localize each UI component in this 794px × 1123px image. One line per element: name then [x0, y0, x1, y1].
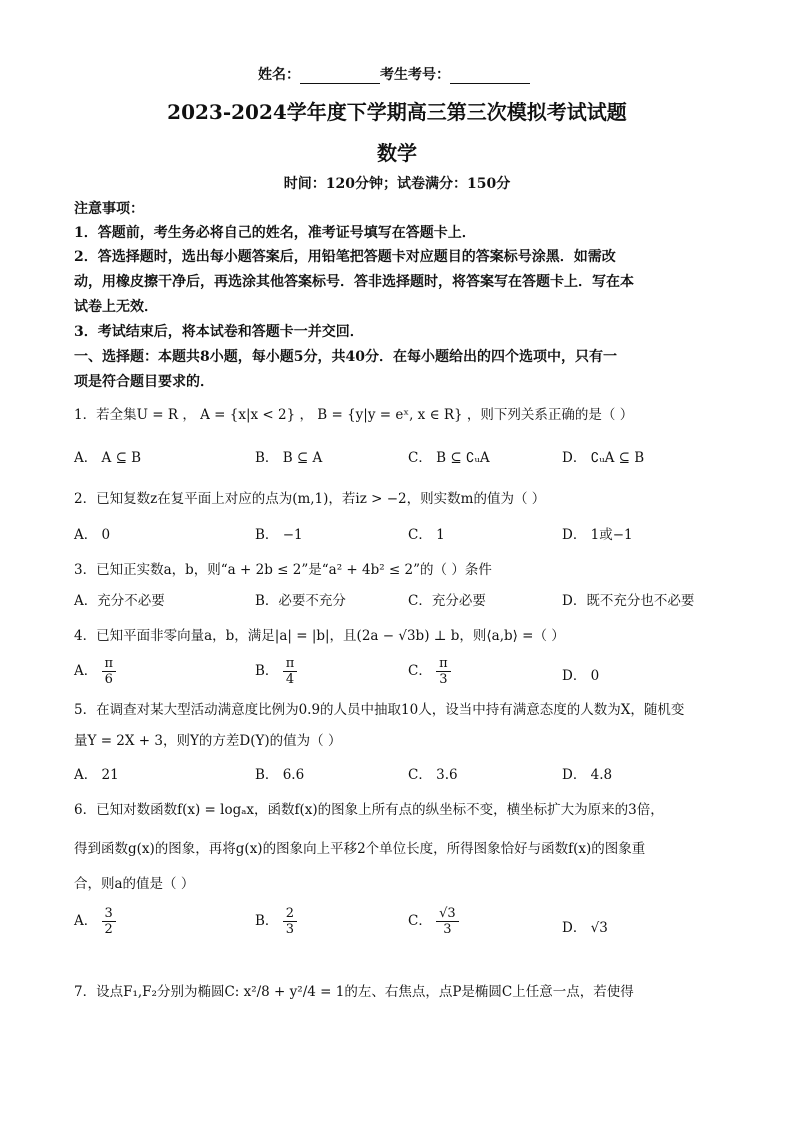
q2-option-c[interactable]: C． 1: [408, 527, 445, 543]
option-label: C．: [408, 913, 432, 929]
question-4-stem: 4．已知平面非零向量a，b，满足|a| = |b|，且(2a − √3b) ⊥ b，则⟨a,b⟩ =（ ）: [74, 628, 565, 644]
q4-option-b[interactable]: [255, 656, 297, 687]
exam-no-blank[interactable]: [450, 69, 530, 84]
q1-option-c[interactable]: C． B ⊆ ∁ᵤA: [408, 450, 490, 466]
q3-option-a[interactable]: A．充分不必要: [74, 593, 165, 609]
option-label: C．: [408, 663, 432, 679]
candidate-info-line: [258, 64, 530, 84]
numerator: π: [102, 656, 117, 672]
question-5-stem: 5．在调查对某大型活动满意度比例为0.9的人员中抽取10人，设当中持有满意态度的人数为X，随机变: [74, 702, 685, 718]
q4-option-a[interactable]: [74, 656, 116, 687]
name-label: 姓名：: [258, 67, 300, 83]
q5-option-a[interactable]: A． 21: [74, 767, 119, 783]
numerator: π: [283, 656, 298, 672]
question-5-stem-cont: 量Y = 2X + 3，则Y的方差D(Y)的值为（ ）: [74, 733, 342, 749]
question-6-stem: 6．已知对数函数f(x) = logₐx，函数f(x)的图象上所有点的纵坐标不变，横坐标扩大为原来的3倍，: [74, 802, 664, 818]
numerator: 2: [283, 906, 297, 922]
denominator: 3: [439, 672, 448, 687]
section-heading: 一、选择题：本题共8小题，每小题5分，共40分．在每小题给出的四个选项中，只有一: [74, 349, 617, 365]
fraction: [436, 906, 459, 937]
note-line: 1．答题前，考生务必将自己的姓名，准考证号填写在答题卡上．: [74, 225, 476, 241]
subject-title: 数学: [377, 141, 417, 165]
q6-option-c[interactable]: [408, 906, 459, 937]
fraction: [283, 656, 298, 687]
option-label: B．: [255, 913, 279, 929]
denominator: 3: [443, 922, 452, 937]
question-1-stem: 1．若全集U = R ， A = {x|x < 2} ， B = {y|y = eˣ, x ∈ R} ，则下列关系正确的是（ ）: [74, 407, 634, 423]
q1-option-b[interactable]: B． B ⊆ A: [255, 450, 323, 466]
option-label: A．: [74, 663, 98, 679]
note-line: 2．答选择题时，选出每小题答案后，用铅笔把答题卡对应题目的答案标号涂黑．如需改: [74, 249, 616, 265]
q3-option-b[interactable]: B．必要不充分: [255, 593, 346, 609]
q6-option-d[interactable]: D． √3: [562, 920, 608, 936]
option-label: A．: [74, 913, 98, 929]
question-7-stem: 7．设点F₁,F₂分别为椭圆C: x²/8 + y²/4 = 1的左、右焦点，点P是椭圆C上任意一点，若使得: [74, 984, 634, 1000]
q4-option-d[interactable]: D． 0: [562, 668, 600, 684]
denominator: 4: [285, 672, 295, 687]
question-6-stem-cont: 合，则a的值是（ ）: [74, 876, 195, 892]
notes-heading: 注意事项：: [74, 201, 144, 217]
numerator: √3: [436, 906, 459, 922]
question-2-stem: 2．已知复数z在复平面上对应的点为(m,1)，若iz > −2，则实数m的值为（ ）: [74, 491, 546, 507]
fraction: [102, 656, 117, 687]
q6-option-a[interactable]: [74, 906, 116, 937]
q3-option-c[interactable]: C．充分必要: [408, 593, 486, 609]
section-heading-cont: 项是符合题目要求的．: [74, 374, 214, 390]
q2-option-a[interactable]: A． 0: [74, 527, 111, 543]
exam-no-label: 考生考号：: [380, 67, 450, 83]
note-line: 试卷上无效．: [74, 299, 158, 315]
q2-option-b[interactable]: B． −1: [255, 527, 303, 543]
q4-option-c[interactable]: [408, 656, 451, 687]
fraction: [283, 906, 297, 937]
q2-option-d[interactable]: D． 1或−1: [562, 527, 633, 543]
numerator: π: [436, 656, 451, 672]
denominator: 3: [285, 922, 294, 937]
q5-option-b[interactable]: B． 6.6: [255, 767, 305, 783]
denominator: 2: [104, 922, 113, 937]
note-line: 动，用橡皮擦干净后，再选涂其他答案标号．答非选择题时，将答案写在答题卡上．写在本: [74, 274, 634, 290]
option-label: B．: [255, 663, 279, 679]
fraction: [436, 656, 451, 687]
name-blank[interactable]: [300, 69, 380, 84]
note-line: 3．考试结束后，将本试卷和答题卡一并交回．: [74, 324, 364, 340]
numerator: 3: [102, 906, 116, 922]
q1-option-d[interactable]: D． ∁ᵤA ⊆ B: [562, 450, 645, 466]
denominator: 6: [104, 672, 113, 687]
fraction: [102, 906, 116, 937]
page-title: 2023-2024学年度下学期高三第三次模拟考试试题: [167, 100, 627, 124]
q6-option-b[interactable]: [255, 906, 297, 937]
q5-option-c[interactable]: C． 3.6: [408, 767, 458, 783]
question-6-stem-cont: 得到函数g(x)的图象，再将g(x)的图象向上平移2个单位长度，所得图象恰好与函数f(x)的图象重: [74, 841, 646, 857]
q1-option-a[interactable]: A． A ⊆ B: [74, 450, 142, 466]
q3-option-d[interactable]: D．既不充分也不必要: [562, 593, 695, 609]
question-3-stem: 3．已知正实数a，b，则“a + 2b ≤ 2”是“a² + 4b² ≤ 2”的（ ）条件: [74, 562, 492, 578]
time-info: 时间：120分钟；试卷满分：150分: [283, 176, 511, 192]
q5-option-d[interactable]: D． 4.8: [562, 767, 613, 783]
